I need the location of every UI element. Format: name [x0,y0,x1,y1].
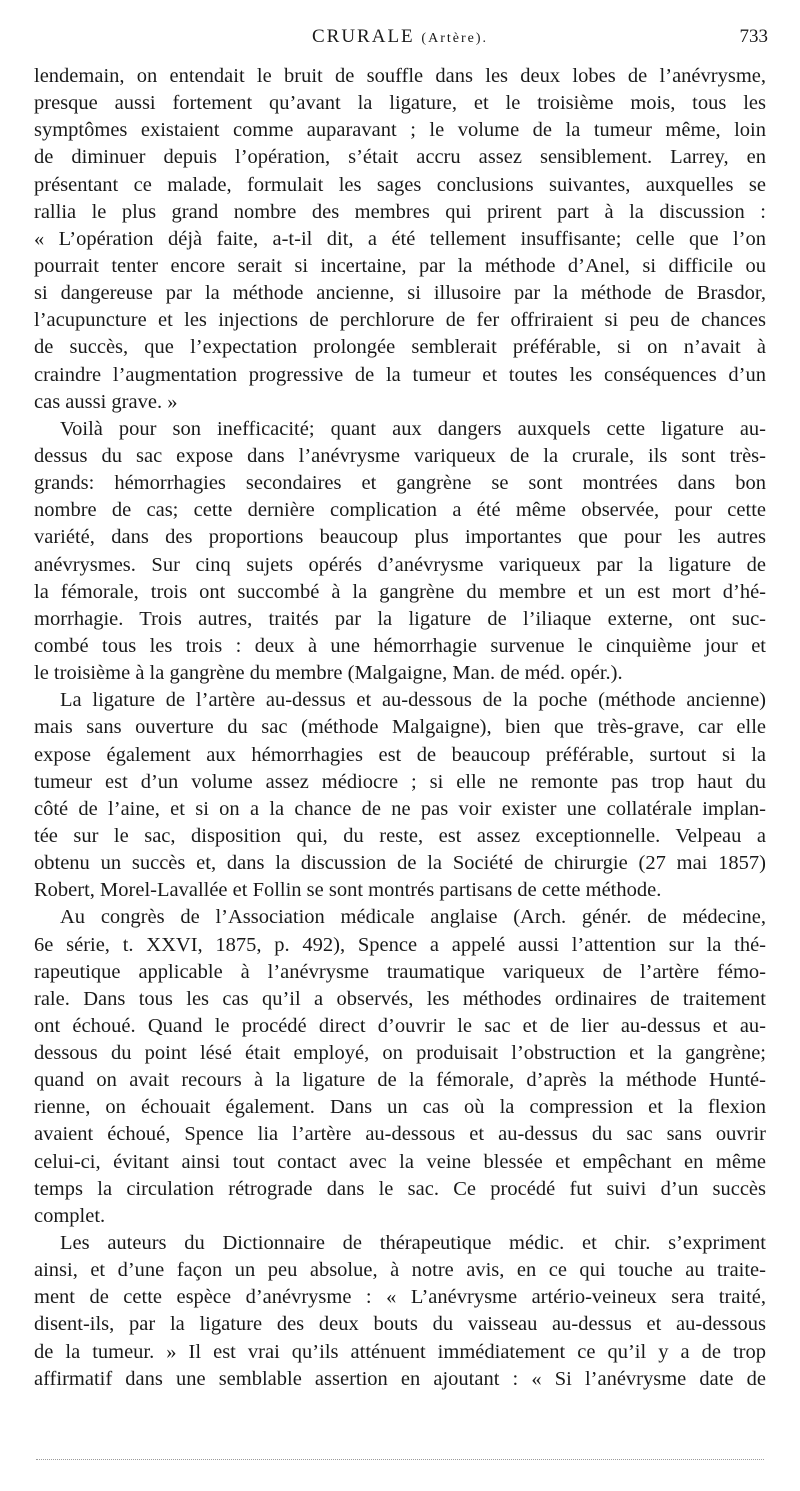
text-line: Robert, Morel-Lavallée et Follin se sont montrés partisans de cette méthode. [34,879,662,902]
text-line: complet. [34,1204,106,1227]
text-line: cas aussi grave. » [34,390,178,413]
text-line: temps la circulation rétrograde dans le sac. Ce procédé fut suivi d’un succès [34,1177,766,1200]
text-line: l’acupuncture et les injections de perchlorure de fer offriraient si peu de chances [34,309,766,332]
text-line: La ligature de l’artère au-dessus et au-dessous de la poche (méthode ancienne) [60,689,766,712]
text-line: disent-ils, par la ligature des deux bouts du vaisseau au-dessus et au-dessous [34,1313,766,1336]
text-line: mais sans ouverture du sac (méthode Malgaigne), bien que très-grave, car elle [34,716,766,739]
text-line: expose également aux hémorrhagies est de beaucoup préférable, surtout si la [34,743,766,766]
text-line: ainsi, et d’une façon un peu absolue, à notre avis, en ce qui touche au traite- [34,1259,766,1282]
running-head-title: CRURALE [311,26,415,47]
text-line: rale. Dans tous les cas qu’il a observés, les méthodes ordinaires de traitement [34,987,766,1010]
text-line: de la tumeur. » Il est vrai qu’ils atténuent immédiatement ce qu’il y a de trop [34,1340,766,1363]
text-line: obtenu un succès et, dans la discussion de la Société de chirurgie (27 mai 1857) [34,852,766,875]
text-line: dessous du point lésé était employé, on produisait l’obstruction et la gangrène; [34,1042,766,1065]
text-line: nombre de cas; cette dernière complication a été même observée, pour cette [34,499,766,522]
text-line: tumeur est d’un volume assez médiocre ; si elle ne remonte pas trop haut du [34,770,766,793]
text-line: le troisième à la gangrène du membre (Malgaigne, Man. de méd. opér.). [34,662,623,685]
text-line: « L’opération déjà faite, a-t-il dit, a été tellement insuffisante; celle que l’on [34,227,766,250]
text-line: craindre l’augmentation progressive de la tumeur et toutes les conséquences d’un [34,363,766,386]
text-line: de succès, que l’expectation prolongée semblerait préférable, si on n’avait à [34,336,766,359]
text-line: avaient échoué, Spence lia l’artère au-dessous et au-dessus du sac sans ouvrir [34,1123,766,1146]
text-line: symptômes existaient comme auparavant ; le volume de la tumeur même, loin [34,119,766,142]
running-head [32,26,768,48]
text-line: variété, dans des proportions beaucoup plus importantes que pour les autres [34,526,766,549]
text-line: présentant ce malade, formulait les sages conclusions suivantes, auxquelles se [34,173,766,196]
text-line: rallia le plus grand nombre des membres qui prirent part à la discussion : [34,200,766,223]
text-line: rienne, on échouait également. Dans un cas où la compression et la flexion [34,1096,766,1119]
text-line: 6e série, t. XXVI, 1875, p. 492), Spence a appelé aussi l’attention sur la thé- [34,933,766,956]
text-line: dessus du sac expose dans l’anévrysme variqueux de la crurale, ils sont très- [34,444,766,467]
text-line: grands: hémorrhagies secondaires et gangrène se sont montrées dans bon [34,472,766,495]
text-line: si dangereuse par la méthode ancienne, si illusoire par la méthode de Brasdor, [34,282,766,305]
text-line: combé tous les trois : deux à une hémorrhagie survenue le cinquième jour et [34,634,766,657]
text-line: affirmatif dans une semblable assertion en ajoutant : « Si l’anévrysme date de [34,1367,766,1390]
text-line: anévrysmes. Sur cinq sujets opérés d’anévrysme variqueux par la ligature de [34,553,766,576]
text-line: la fémorale, trois ont succombé à la gangrène du membre et un est mort d’hé- [34,580,766,603]
text-line: rapeutique applicable à l’anévrysme traumatique variqueux de l’artère fémo- [34,960,766,983]
text-line: côté de l’aine, et si on a la chance de ne pas voir exister une collatérale implan- [34,797,766,820]
text-line: tée sur le sac, disposition qui, du reste, est assez exceptionnelle. Velpeau a [34,824,766,847]
body-text [34,63,766,1393]
running-head-subtitle: (Artère). [421,31,488,46]
text-line: ont échoué. Quand le procédé direct d’ouvrir le sac et de lier au-dessus et au- [34,1014,766,1037]
text-line: ment de cette espèce d’anévrysme : « L’anévrysme artério-veineux sera traité, [34,1286,766,1309]
text-line: Au congrès de l’Association médicale anglaise (Arch. génér. de médecine, [60,906,766,929]
text-line: de diminuer depuis l’opération, s’était accru assez sensiblement. Larrey, en [34,146,766,169]
text-line: Voilà pour son inefficacité; quant aux dangers auxquels cette ligature au- [60,417,766,440]
text-line: pourrait tenter encore serait si incertaine, par la méthode d’Anel, si difficile ou [34,254,766,277]
page-number: 733 [739,26,768,47]
text-line: presque aussi fortement qu’avant la ligature, et le troisième mois, tous les [34,92,766,115]
text-line: celui-ci, évitant ainsi tout contact avec la veine blessée et empêchant en même [34,1150,766,1173]
text-line: Les auteurs du Dictionnaire de thérapeutique médic. et chir. s’expriment [60,1232,766,1255]
text-line: quand on avait recours à la ligature de la fémorale, d’après la méthode Hunté- [34,1069,766,1092]
page-header [32,26,768,56]
footer-dotted-rule [36,1459,764,1460]
text-line: lendemain, on entendait le bruit de souffle dans les deux lobes de l’anévrysme, [34,65,766,87]
text-line: morrhagie. Trois autres, traités par la ligature de l’iliaque externe, ont suc- [34,607,766,630]
